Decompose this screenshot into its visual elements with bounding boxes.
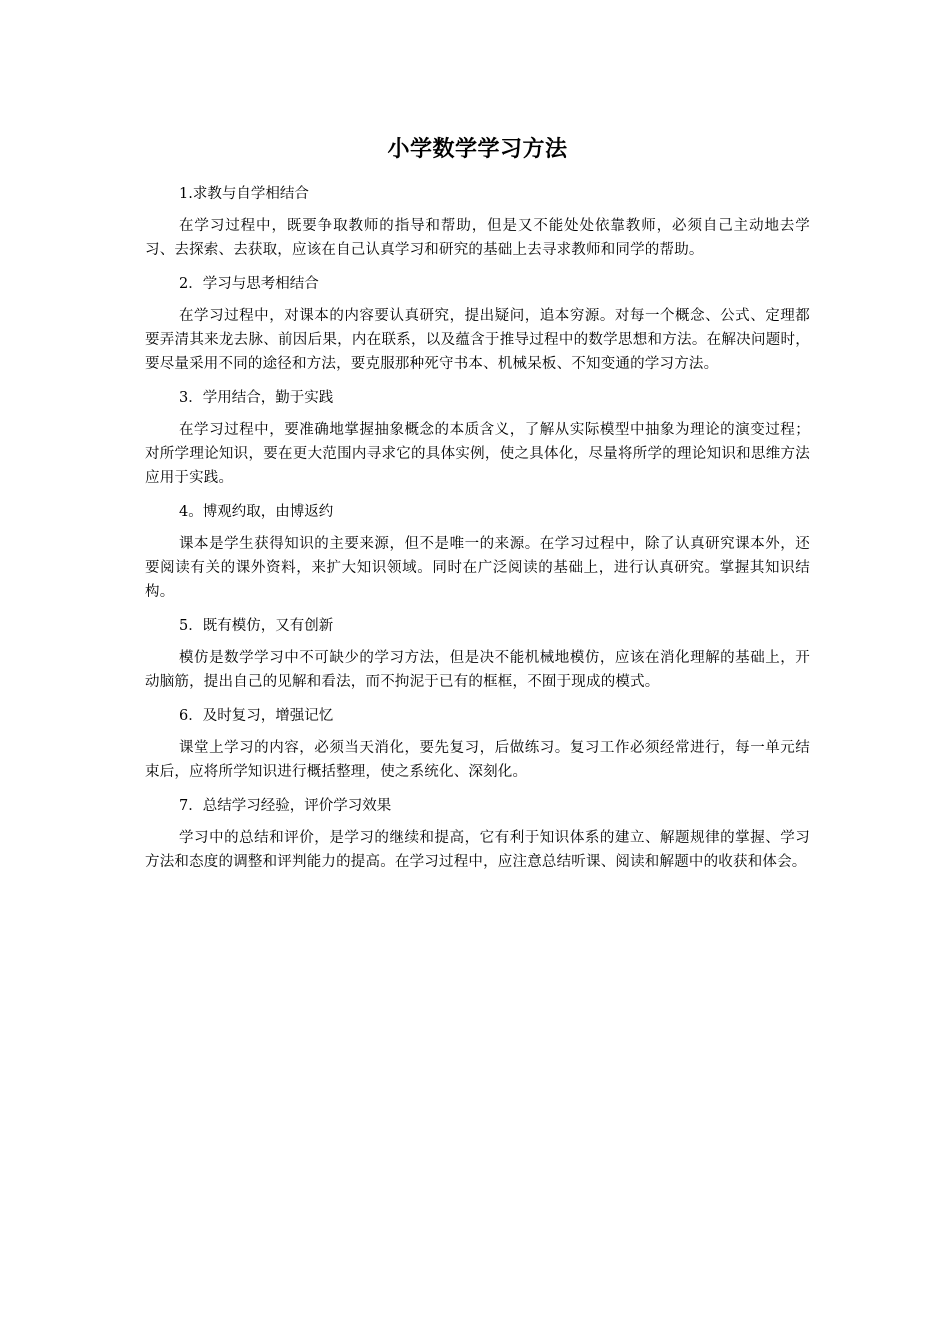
section-paragraph: 在学习过程中，既要争取教师的指导和帮助，但是又不能处处依靠教师，必须自己主动地去学习、去探索、去获取，应该在自己认真学习和研究的基础上去寻求教师和同学的帮助。: [145, 218, 810, 258]
section-4: [145, 500, 810, 604]
section-heading: 6．及时复习，增强记忆: [179, 708, 334, 724]
section-paragraph: 在学习过程中，对课本的内容要认真研究，提出疑问，追本穷源。对每一个概念、公式、定理都要弄清其来龙去脉、前因后果，内在联系，以及蕴含于推导过程中的数学思想和方法。在解决问题时，要尽量采用不同的途径和方法，要克服那种死守书本、机械呆板、不知变通的学习方法。: [145, 308, 810, 372]
section-3: [145, 386, 810, 490]
section-heading: 7．总结学习经验，评价学习效果: [179, 798, 392, 814]
section-heading: 2．学习与思考相结合: [179, 276, 319, 292]
section-paragraph: 课本是学生获得知识的主要来源，但不是唯一的来源。在学习过程中，除了认真研究课本外，还要阅读有关的课外资料，来扩大知识领域。同时在广泛阅读的基础上，进行认真研究。掌握其知识结构。: [145, 536, 810, 600]
section-paragraph: 模仿是数学学习中不可缺少的学习方法，但是决不能机械地模仿，应该在消化理解的基础上，开动脑筋，提出自己的见解和看法，而不拘泥于已有的框框，不囿于现成的模式。: [145, 650, 810, 690]
section-paragraph: 在学习过程中，要准确地掌握抽象概念的本质含义，了解从实际模型中抽象为理论的演变过程；对所学理论知识，要在更大范围内寻求它的具体实例，使之具体化，尽量将所学的理论知识和思维方法应用于实践。: [145, 422, 810, 486]
section-heading: 3．学用结合，勤于实践: [179, 390, 334, 406]
section-paragraph: 课堂上学习的内容，必须当天消化，要先复习，后做练习。复习工作必须经常进行，每一单元结束后，应将所学知识进行概括整理，使之系统化、深刻化。: [145, 740, 810, 780]
section-5: [145, 614, 810, 694]
section-2: [145, 272, 810, 376]
section-heading: 5．既有模仿，又有创新: [179, 618, 334, 634]
document-title: 小学数学学习方法: [387, 137, 568, 162]
section-7: [145, 794, 810, 874]
section-heading: 1.求教与自学相结合: [179, 186, 309, 202]
section-paragraph: 学习中的总结和评价，是学习的继续和提高，它有利于知识体系的建立、解题规律的掌握、学习方法和态度的调整和评判能力的提高。在学习过程中，应注意总结听课、阅读和解题中的收获和体会。: [145, 830, 810, 870]
section-6: [145, 704, 810, 784]
document-page: [145, 130, 810, 884]
section-heading: 4。博观约取，由博返约: [179, 504, 334, 520]
section-1: [145, 182, 810, 262]
